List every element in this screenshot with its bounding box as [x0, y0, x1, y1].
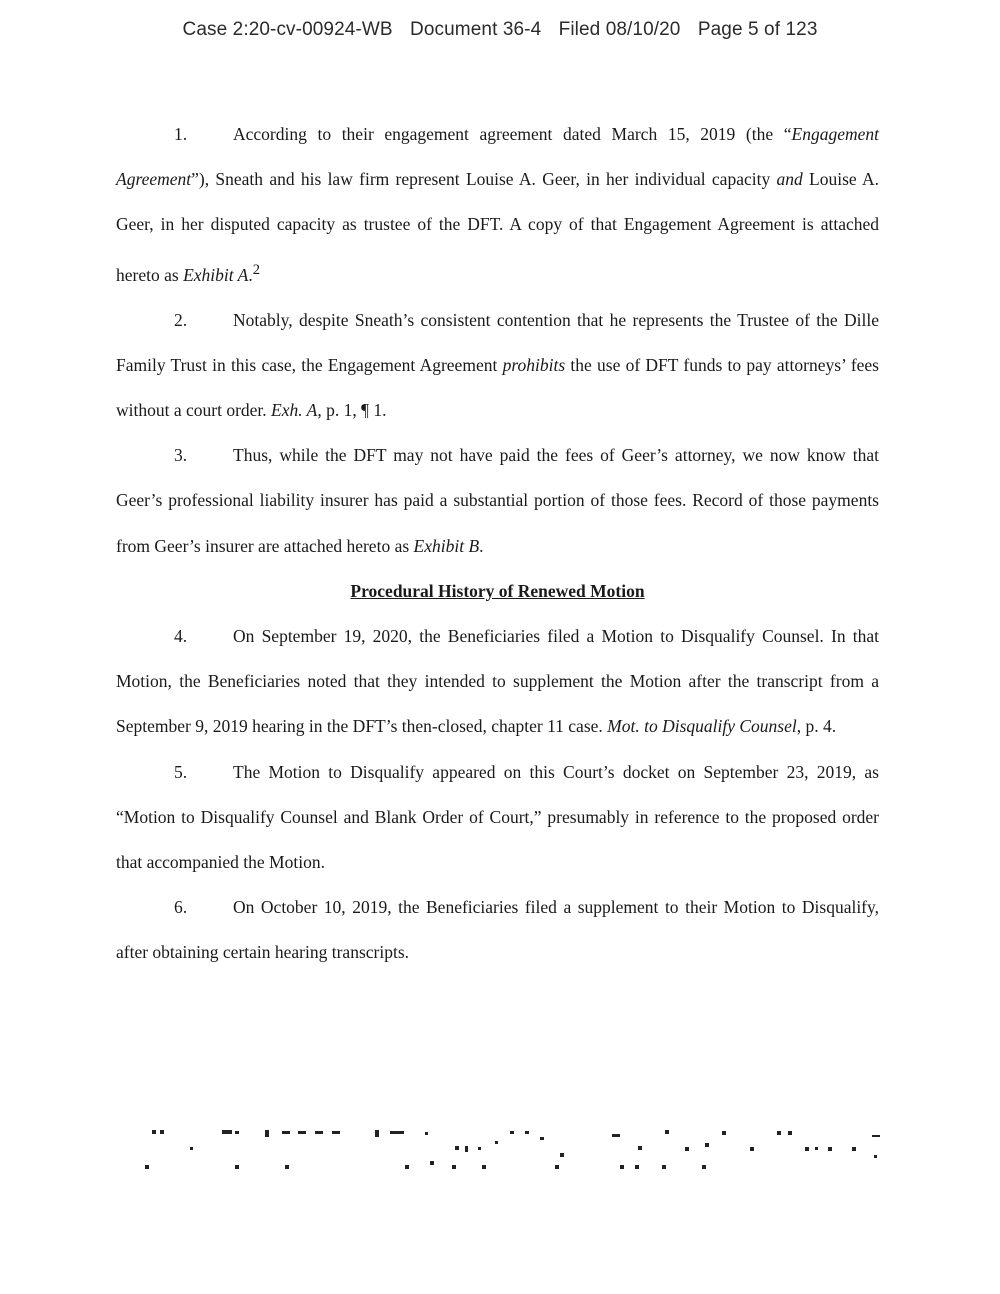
scan-artifact: [702, 1165, 706, 1169]
scan-artifact: [452, 1165, 456, 1169]
paragraph-number: 4.: [174, 626, 188, 647]
scan-artifact: [405, 1165, 409, 1169]
scan-artifact: [828, 1147, 832, 1151]
scan-artifact: [685, 1147, 689, 1151]
case-number: Case 2:20-cv-00924-WB: [182, 19, 393, 40]
paragraph-text: , p. 4.: [796, 716, 837, 737]
illegible-footnote-scan: [140, 1125, 880, 1185]
scan-artifact: [852, 1147, 856, 1151]
italic-text: Engagement Agreement: [116, 124, 879, 190]
paragraph-text: On October 10, 2019, the Beneficiaries filed a supplement to their Motion to Disqualify, after obtaining certain hearing transcripts.: [116, 897, 879, 963]
scan-artifact: [190, 1147, 193, 1150]
scan-artifact: [750, 1147, 754, 1151]
scan-artifact: [872, 1135, 880, 1137]
italic-text: Exhibit A: [183, 264, 249, 285]
paragraph-text: ”), Sneath and his law firm represent Louise A. Geer, in her individual capacity: [191, 169, 777, 190]
scan-artifact: [495, 1141, 498, 1144]
paragraph-text: .: [248, 264, 253, 285]
paragraph-text: the use of DFT funds to pay attorneys’ fees without a court order.: [116, 354, 879, 421]
numbered-paragraph: [116, 298, 879, 434]
scan-artifact: [722, 1131, 726, 1135]
scan-artifact: [662, 1165, 666, 1169]
scan-artifact: [560, 1153, 564, 1157]
scan-artifact: [635, 1165, 639, 1169]
paragraph-number: 6.: [174, 897, 188, 918]
scan-artifact: [235, 1165, 239, 1169]
scan-artifact: [465, 1146, 468, 1152]
paragraph-number: 3.: [174, 445, 188, 466]
italic-text: prohibits: [502, 354, 566, 375]
scan-artifact: [282, 1131, 290, 1134]
scan-artifact: [874, 1155, 877, 1158]
italic-text: Exhibit B: [413, 535, 480, 556]
scan-artifact: [285, 1165, 289, 1169]
section-heading: Procedural History of Renewed Motion: [350, 580, 645, 601]
page-header: [0, 19, 1000, 41]
filed-date: Filed 08/10/20: [558, 19, 681, 40]
scan-artifact: [455, 1146, 459, 1150]
paragraph-text: Thus, while the DFT may not have paid the fees of Geer’s attorney, we now know that Geer’s professional liability insurer has paid a substantial portion of those fees. Record of those payments from Geer’s insurer are attached hereto as: [116, 445, 879, 556]
scan-artifact: [705, 1143, 709, 1147]
numbered-paragraph: [116, 750, 879, 886]
scan-artifact: [665, 1130, 669, 1134]
paragraph-text: According to their engagement agreement dated March 15, 2019 (the “: [233, 124, 792, 144]
scan-artifact: [235, 1131, 239, 1134]
numbered-paragraph: [116, 112, 879, 298]
paragraph-text: On September 19, 2020, the Beneficiaries filed a Motion to Disqualify Counsel. In that Motion, the Beneficiaries noted that they intended to supplement the Motion after the transcript from a September 9, 2019 hearing in the DFT’s then-closed, chapter 11 case.: [116, 626, 879, 737]
italic-text: and: [776, 169, 803, 190]
footnote-marker: 2: [252, 261, 261, 278]
scan-artifact: [425, 1132, 428, 1135]
paragraph-text: The Motion to Disqualify appeared on this Court’s docket on September 23, 2019, as “Motion to Disqualify Counsel and Blank Order of Court,” presumably in reference to the proposed order that accompanied the Motion.: [116, 761, 879, 873]
scan-artifact: [777, 1131, 781, 1135]
paragraph-text: .: [479, 535, 484, 556]
scan-artifact: [815, 1147, 818, 1150]
scan-artifact: [160, 1130, 164, 1134]
scan-artifact: [478, 1147, 481, 1150]
paragraph-text: Louise A. Geer, in her disputed capacity as trustee of the DFT. A copy of that Engagement Agreement is attached hereto as: [116, 169, 879, 285]
scan-artifact: [612, 1134, 620, 1137]
numbered-paragraph: [116, 885, 879, 975]
scan-artifact: [222, 1130, 232, 1134]
scan-artifact: [510, 1131, 514, 1134]
paragraph-number: 1.: [174, 124, 188, 144]
scan-artifact: [390, 1131, 404, 1134]
paragraph-number: 2.: [174, 309, 188, 330]
scan-artifact: [620, 1165, 624, 1169]
document-body: [116, 112, 879, 976]
paragraph-text: Notably, despite Sneath’s consistent contention that he represents the Trustee of the Dille Family Trust in this case, the Engagement Agreement: [116, 309, 879, 375]
scan-artifact: [332, 1131, 340, 1134]
numbered-paragraph: [116, 614, 879, 750]
scan-artifact: [555, 1165, 559, 1169]
page-number: Page 5 of 123: [697, 19, 818, 40]
paragraph-text: , p. 1, ¶ 1.: [317, 400, 387, 421]
scan-artifact: [145, 1165, 149, 1169]
scan-artifact: [805, 1147, 809, 1151]
scan-artifact: [525, 1131, 529, 1134]
scan-artifact: [375, 1130, 379, 1137]
scan-artifact: [265, 1130, 269, 1137]
scan-artifact: [788, 1131, 792, 1135]
scan-artifact: [152, 1130, 156, 1134]
scan-artifact: [638, 1146, 642, 1150]
scan-artifact: [315, 1131, 323, 1134]
scan-artifact: [540, 1137, 544, 1140]
numbered-paragraph: [116, 433, 879, 569]
scan-artifact: [430, 1161, 434, 1165]
italic-text: Mot. to Disqualify Counsel: [607, 716, 797, 737]
paragraph-number: 5.: [174, 761, 188, 782]
scan-artifact: [482, 1165, 486, 1169]
italic-text: Exh. A: [271, 400, 318, 421]
document-number: Document 36-4: [410, 19, 542, 40]
scan-artifact: [298, 1131, 306, 1134]
